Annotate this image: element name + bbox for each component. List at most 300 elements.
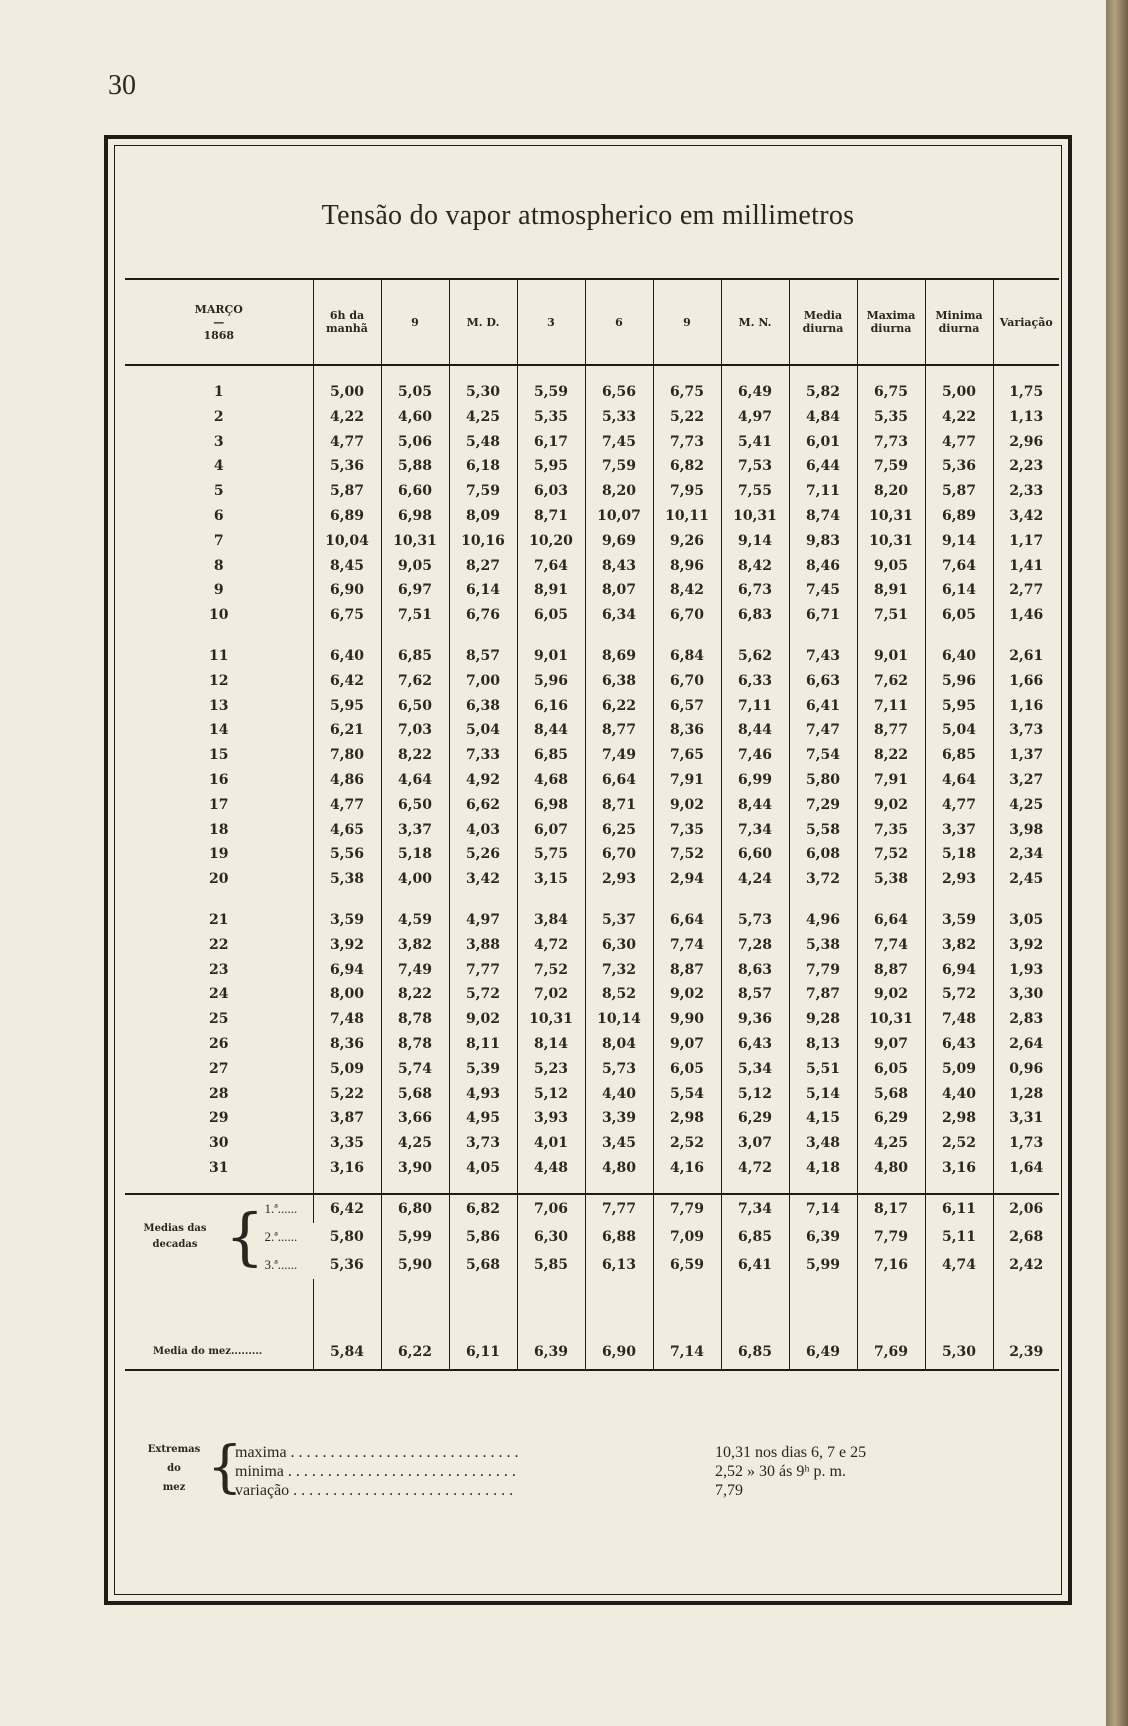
- decade-ordinal: 1.ª......: [264, 1200, 298, 1216]
- value-cell: 3,98: [993, 818, 1059, 843]
- value-cell: 2,77: [993, 578, 1059, 603]
- day-cell: 16: [209, 771, 229, 788]
- spacer-cell: [857, 365, 925, 380]
- value-cell: 5,75: [517, 842, 585, 867]
- value-cell: 5,99: [381, 1223, 449, 1251]
- value-cell: 8,78: [381, 1007, 449, 1032]
- value-cell: 6,13: [585, 1251, 653, 1279]
- value-cell: 2,61: [993, 644, 1059, 669]
- value-cell: 6,80: [381, 1194, 449, 1223]
- month-label: MARÇO: [194, 302, 243, 316]
- table-row: [125, 454, 1059, 479]
- value-cell: 5,87: [313, 479, 381, 504]
- value-cell: 5,85: [517, 1251, 585, 1279]
- day-cell: 12: [209, 672, 229, 689]
- day-cell: 14: [209, 722, 229, 739]
- value-cell: 4,84: [789, 405, 857, 430]
- col-header: Maxima diurna: [857, 279, 925, 365]
- day-cell: 9: [213, 582, 224, 599]
- value-cell: 7,11: [789, 479, 857, 504]
- extreme-label: variação . . . . . . . . . . . . . . . . . . . . . . . . . . . .: [235, 1482, 514, 1499]
- spacer-cell: [857, 892, 925, 908]
- value-cell: 3,82: [925, 933, 993, 958]
- year-label: 1868: [203, 328, 235, 342]
- value-cell: 6,01: [789, 430, 857, 455]
- value-cell: 9,02: [449, 1007, 517, 1032]
- table-row: [125, 504, 1059, 529]
- value-cell: 2,52: [653, 1131, 721, 1156]
- value-cell: 6,42: [313, 669, 381, 694]
- value-cell: 10,31: [517, 1007, 585, 1032]
- value-cell: 6,59: [653, 1251, 721, 1279]
- value-cell: 4,22: [313, 405, 381, 430]
- value-cell: 5,09: [925, 1057, 993, 1082]
- value-cell: 5,12: [517, 1082, 585, 1107]
- value-cell: 5,96: [925, 669, 993, 694]
- decade-means-label-line: Medias das: [143, 1222, 207, 1234]
- spacer-cell: [313, 628, 381, 644]
- spacer-cell: [449, 628, 517, 644]
- value-cell: 8,07: [585, 578, 653, 603]
- value-cell: 7,69: [857, 1335, 925, 1370]
- spacer-cell: [789, 1181, 857, 1194]
- value-cell: 8,04: [585, 1032, 653, 1057]
- value-cell: 4,18: [789, 1156, 857, 1181]
- value-cell: 5,86: [449, 1223, 517, 1251]
- value-cell: 6,29: [857, 1106, 925, 1131]
- value-cell: 7,52: [653, 842, 721, 867]
- value-cell: 5,51: [789, 1057, 857, 1082]
- book-edge: [1106, 0, 1128, 1726]
- value-cell: 6,50: [381, 793, 449, 818]
- col-header: 3: [517, 279, 585, 365]
- value-cell: 6,25: [585, 818, 653, 843]
- value-cell: 5,38: [789, 933, 857, 958]
- value-cell: 6,03: [517, 479, 585, 504]
- value-cell: 8,87: [857, 958, 925, 983]
- page-number: 30: [108, 70, 136, 101]
- table-row: [125, 718, 1059, 743]
- table-row: [125, 603, 1059, 628]
- value-cell: 2,33: [993, 479, 1059, 504]
- value-cell: 7,52: [857, 842, 925, 867]
- value-cell: 4,25: [993, 793, 1059, 818]
- value-cell: 4,77: [925, 430, 993, 455]
- value-cell: 3,84: [517, 908, 585, 933]
- value-cell: 10,04: [313, 529, 381, 554]
- table-row: [125, 958, 1059, 983]
- spacer-cell: [789, 628, 857, 644]
- spacer-cell: [789, 365, 857, 380]
- value-cell: 7,80: [313, 743, 381, 768]
- value-cell: 10,31: [857, 529, 925, 554]
- spacer-cell: [125, 892, 313, 908]
- day-cell: 20: [209, 871, 229, 888]
- value-cell: 8,77: [585, 718, 653, 743]
- value-cell: 3,88: [449, 933, 517, 958]
- value-cell: 8,36: [313, 1032, 381, 1057]
- value-cell: 7,74: [857, 933, 925, 958]
- value-cell: 3,82: [381, 933, 449, 958]
- month-dash: —: [213, 315, 225, 329]
- value-cell: 5,36: [313, 454, 381, 479]
- value-cell: 6,60: [381, 479, 449, 504]
- value-cell: 7,48: [313, 1007, 381, 1032]
- day-cell: 21: [209, 911, 229, 928]
- value-cell: 7,49: [585, 743, 653, 768]
- value-cell: 6,34: [585, 603, 653, 628]
- value-cell: 9,26: [653, 529, 721, 554]
- value-cell: 7,87: [789, 982, 857, 1007]
- value-cell: 7,53: [721, 454, 789, 479]
- value-cell: 6,90: [313, 578, 381, 603]
- value-cell: 8,71: [517, 504, 585, 529]
- value-cell: 5,56: [313, 842, 381, 867]
- spacer-cell: [925, 1279, 993, 1335]
- value-cell: 5,87: [925, 479, 993, 504]
- table-row: [125, 479, 1059, 504]
- spacer-cell: [653, 628, 721, 644]
- extreme-label: maxima . . . . . . . . . . . . . . . . . . . . . . . . . . . . .: [235, 1444, 519, 1461]
- value-cell: 8,43: [585, 554, 653, 579]
- value-cell: 7,79: [857, 1223, 925, 1251]
- value-cell: 6,22: [585, 694, 653, 719]
- value-cell: 3,16: [925, 1156, 993, 1181]
- value-cell: 2,34: [993, 842, 1059, 867]
- value-cell: 7,14: [789, 1194, 857, 1223]
- spacer-cell: [789, 892, 857, 908]
- value-cell: 8,52: [585, 982, 653, 1007]
- value-cell: 6,22: [381, 1335, 449, 1370]
- value-cell: 4,00: [381, 867, 449, 892]
- value-cell: 6,05: [857, 1057, 925, 1082]
- value-cell: 5,11: [925, 1223, 993, 1251]
- value-cell: 1,66: [993, 669, 1059, 694]
- spacer-cell: [925, 628, 993, 644]
- value-cell: 5,36: [925, 454, 993, 479]
- value-cell: 7,43: [789, 644, 857, 669]
- table-row: [125, 430, 1059, 455]
- value-cell: 3,48: [789, 1131, 857, 1156]
- value-cell: 7,54: [789, 743, 857, 768]
- decade-mean-row: [125, 1194, 1059, 1223]
- value-cell: 4,60: [381, 405, 449, 430]
- value-cell: 8,74: [789, 504, 857, 529]
- value-cell: 3,42: [993, 504, 1059, 529]
- value-cell: 7,46: [721, 743, 789, 768]
- value-cell: 5,04: [925, 718, 993, 743]
- value-cell: 6,89: [313, 504, 381, 529]
- spacer-cell: [517, 1181, 585, 1194]
- value-cell: 3,07: [721, 1131, 789, 1156]
- value-cell: 6,89: [925, 504, 993, 529]
- value-cell: 5,34: [721, 1057, 789, 1082]
- spacer-cell: [993, 1181, 1059, 1194]
- value-cell: 5,04: [449, 718, 517, 743]
- value-cell: 5,73: [585, 1057, 653, 1082]
- value-cell: 4,72: [721, 1156, 789, 1181]
- spacer-cell: [449, 1181, 517, 1194]
- value-cell: 6,07: [517, 818, 585, 843]
- value-cell: 3,93: [517, 1106, 585, 1131]
- value-cell: 4,15: [789, 1106, 857, 1131]
- decade-gap-row: [125, 628, 1059, 644]
- value-cell: 6,42: [313, 1194, 381, 1223]
- day-cell: 17: [209, 796, 229, 813]
- value-cell: 5,84: [313, 1335, 381, 1370]
- spacer-cell: [857, 1181, 925, 1194]
- value-cell: 6,75: [313, 603, 381, 628]
- value-cell: 8,11: [449, 1032, 517, 1057]
- value-cell: 6,64: [653, 908, 721, 933]
- table-row: [125, 380, 1059, 405]
- value-cell: 7,34: [721, 818, 789, 843]
- value-cell: 6,76: [449, 603, 517, 628]
- value-cell: 6,71: [789, 603, 857, 628]
- table-row: [125, 818, 1059, 843]
- value-cell: 5,72: [925, 982, 993, 1007]
- value-cell: 9,69: [585, 529, 653, 554]
- value-cell: 4,77: [313, 793, 381, 818]
- value-cell: 4,59: [381, 908, 449, 933]
- value-cell: 8,14: [517, 1032, 585, 1057]
- extremes-brace: {: [207, 1435, 243, 1500]
- value-cell: 6,94: [313, 958, 381, 983]
- value-cell: 6,08: [789, 842, 857, 867]
- table-frame-inner: [114, 145, 1062, 1595]
- value-cell: 4,80: [585, 1156, 653, 1181]
- value-cell: 6,05: [653, 1057, 721, 1082]
- spacer-cell: [125, 365, 313, 380]
- extreme-variation-row: [235, 1482, 743, 1500]
- day-cell: 15: [209, 747, 229, 764]
- value-cell: 8,20: [585, 479, 653, 504]
- decade-ordinals: [264, 1195, 297, 1279]
- value-cell: 7,11: [857, 694, 925, 719]
- value-cell: 8,27: [449, 554, 517, 579]
- value-cell: 5,18: [925, 842, 993, 867]
- spacer-cell: [381, 628, 449, 644]
- month-header: [125, 279, 313, 365]
- table-wrap: [125, 278, 1059, 1371]
- value-cell: 6,98: [517, 793, 585, 818]
- value-cell: 7,03: [381, 718, 449, 743]
- value-cell: 6,49: [789, 1335, 857, 1370]
- spacer-cell: [313, 365, 381, 380]
- spacer-cell: [585, 365, 653, 380]
- day-cell: 4: [213, 458, 224, 475]
- spacer-cell: [721, 628, 789, 644]
- spacer-row: [125, 1279, 1059, 1335]
- value-cell: 4,97: [449, 908, 517, 933]
- spacer-cell: [653, 892, 721, 908]
- value-cell: 7,62: [857, 669, 925, 694]
- value-cell: 8,57: [721, 982, 789, 1007]
- value-cell: 6,14: [449, 578, 517, 603]
- value-cell: 3,59: [313, 908, 381, 933]
- value-cell: 5,72: [449, 982, 517, 1007]
- value-cell: 6,70: [585, 842, 653, 867]
- value-cell: 6,43: [925, 1032, 993, 1057]
- value-cell: 7,59: [857, 454, 925, 479]
- value-cell: 9,07: [653, 1032, 721, 1057]
- value-cell: 7,33: [449, 743, 517, 768]
- value-cell: 7,35: [653, 818, 721, 843]
- value-cell: 7,91: [653, 768, 721, 793]
- spacer-cell: [125, 1279, 313, 1335]
- value-cell: 9,90: [653, 1007, 721, 1032]
- spacer-cell: [857, 628, 925, 644]
- value-cell: 6,85: [381, 644, 449, 669]
- value-cell: 5,62: [721, 644, 789, 669]
- value-cell: 3,73: [449, 1131, 517, 1156]
- value-cell: 8,22: [857, 743, 925, 768]
- value-cell: 5,68: [857, 1082, 925, 1107]
- value-cell: 6,44: [789, 454, 857, 479]
- value-cell: 7,49: [381, 958, 449, 983]
- value-cell: 4,25: [381, 1131, 449, 1156]
- table-row: [125, 578, 1059, 603]
- value-cell: 6,39: [517, 1335, 585, 1370]
- value-cell: 6,73: [721, 578, 789, 603]
- value-cell: 7,55: [721, 479, 789, 504]
- spacer-cell: [925, 892, 993, 908]
- value-cell: 4,01: [517, 1131, 585, 1156]
- value-cell: 6,99: [721, 768, 789, 793]
- decade-brace: {: [225, 1199, 265, 1273]
- value-cell: 6,17: [517, 430, 585, 455]
- value-cell: 4,95: [449, 1106, 517, 1131]
- value-cell: 9,02: [857, 982, 925, 1007]
- day-cell: 1: [213, 384, 224, 400]
- value-cell: 7,64: [925, 554, 993, 579]
- value-cell: 6,82: [653, 454, 721, 479]
- table-header-row: [125, 279, 1059, 365]
- value-cell: 10,31: [721, 504, 789, 529]
- value-cell: 4,65: [313, 818, 381, 843]
- value-cell: 4,92: [449, 768, 517, 793]
- value-cell: 4,77: [925, 793, 993, 818]
- value-cell: 8,00: [313, 982, 381, 1007]
- day-cell: 7: [213, 532, 224, 549]
- value-cell: 4,93: [449, 1082, 517, 1107]
- value-cell: 1,13: [993, 405, 1059, 430]
- value-cell: 8,69: [585, 644, 653, 669]
- extreme-max-row: [235, 1444, 867, 1462]
- table-body: [125, 365, 1059, 1370]
- spacer-cell: [585, 1279, 653, 1335]
- value-cell: 5,80: [329, 1228, 364, 1245]
- day-cell: 5: [213, 483, 224, 500]
- value-cell: 1,93: [993, 958, 1059, 983]
- col-header: 6h da manhã: [313, 279, 381, 365]
- value-cell: 5,80: [789, 768, 857, 793]
- value-cell: 7,59: [449, 479, 517, 504]
- col-header: M. N.: [721, 279, 789, 365]
- value-cell: 7,47: [789, 718, 857, 743]
- value-cell: 5,41: [721, 430, 789, 455]
- value-cell: 4,16: [653, 1156, 721, 1181]
- spacer-cell: [313, 1279, 381, 1335]
- value-cell: 2,93: [585, 867, 653, 892]
- value-cell: 6,83: [721, 603, 789, 628]
- value-cell: 6,50: [381, 694, 449, 719]
- value-cell: 9,01: [857, 644, 925, 669]
- value-cell: 6,85: [517, 743, 585, 768]
- value-cell: 4,25: [449, 405, 517, 430]
- value-cell: 6,64: [857, 908, 925, 933]
- spacer-cell: [653, 365, 721, 380]
- value-cell: 2,83: [993, 1007, 1059, 1032]
- value-cell: 10,20: [517, 529, 585, 554]
- value-cell: 7,64: [517, 554, 585, 579]
- spacer-cell: [381, 365, 449, 380]
- value-cell: 9,02: [653, 982, 721, 1007]
- value-cell: 7,28: [721, 933, 789, 958]
- value-cell: 9,83: [789, 529, 857, 554]
- spacer-cell: [585, 1181, 653, 1194]
- table-row: [125, 933, 1059, 958]
- spacer-cell: [125, 628, 313, 644]
- value-cell: 8,46: [789, 554, 857, 579]
- spacer-cell: [721, 892, 789, 908]
- separator-row: [125, 1181, 1059, 1194]
- decade-means-label-line: decadas: [152, 1238, 198, 1250]
- day-cell: 8: [213, 557, 224, 574]
- value-cell: 3,37: [925, 818, 993, 843]
- value-cell: 1,16: [993, 694, 1059, 719]
- value-cell: 4,96: [789, 908, 857, 933]
- page-title: Tensão do vapor atmospherico em millimetros: [321, 200, 855, 231]
- value-cell: 6,30: [585, 933, 653, 958]
- value-cell: 6,11: [925, 1194, 993, 1223]
- value-cell: 7,14: [653, 1335, 721, 1370]
- value-cell: 3,45: [585, 1131, 653, 1156]
- value-cell: 6,39: [789, 1223, 857, 1251]
- value-cell: 5,54: [653, 1082, 721, 1107]
- value-cell: 7,73: [857, 430, 925, 455]
- day-cell: 6: [213, 507, 224, 524]
- value-cell: 8,63: [721, 958, 789, 983]
- value-cell: 6,75: [857, 380, 925, 405]
- value-cell: 4,05: [449, 1156, 517, 1181]
- table-row: [125, 982, 1059, 1007]
- value-cell: 6,30: [517, 1223, 585, 1251]
- value-cell: 8,78: [381, 1032, 449, 1057]
- table-row: [125, 554, 1059, 579]
- value-cell: 6,56: [585, 380, 653, 405]
- value-cell: 3,66: [381, 1106, 449, 1131]
- value-cell: 5,35: [857, 405, 925, 430]
- value-cell: 2,98: [653, 1106, 721, 1131]
- value-cell: 6,40: [313, 644, 381, 669]
- value-cell: 6,70: [653, 603, 721, 628]
- extremes-label-line: Extremas: [147, 1444, 201, 1455]
- value-cell: 6,82: [449, 1194, 517, 1223]
- spacer-cell: [449, 1279, 517, 1335]
- spacer-cell: [925, 1181, 993, 1194]
- value-cell: 5,82: [789, 380, 857, 405]
- value-cell: 7,29: [789, 793, 857, 818]
- value-cell: 6,40: [925, 644, 993, 669]
- value-cell: 6,94: [925, 958, 993, 983]
- spacer-cell: [925, 365, 993, 380]
- spacer-cell: [585, 628, 653, 644]
- value-cell: 9,14: [721, 529, 789, 554]
- value-cell: 2,23: [993, 454, 1059, 479]
- value-cell: 10,14: [585, 1007, 653, 1032]
- value-cell: 6,85: [721, 1335, 789, 1370]
